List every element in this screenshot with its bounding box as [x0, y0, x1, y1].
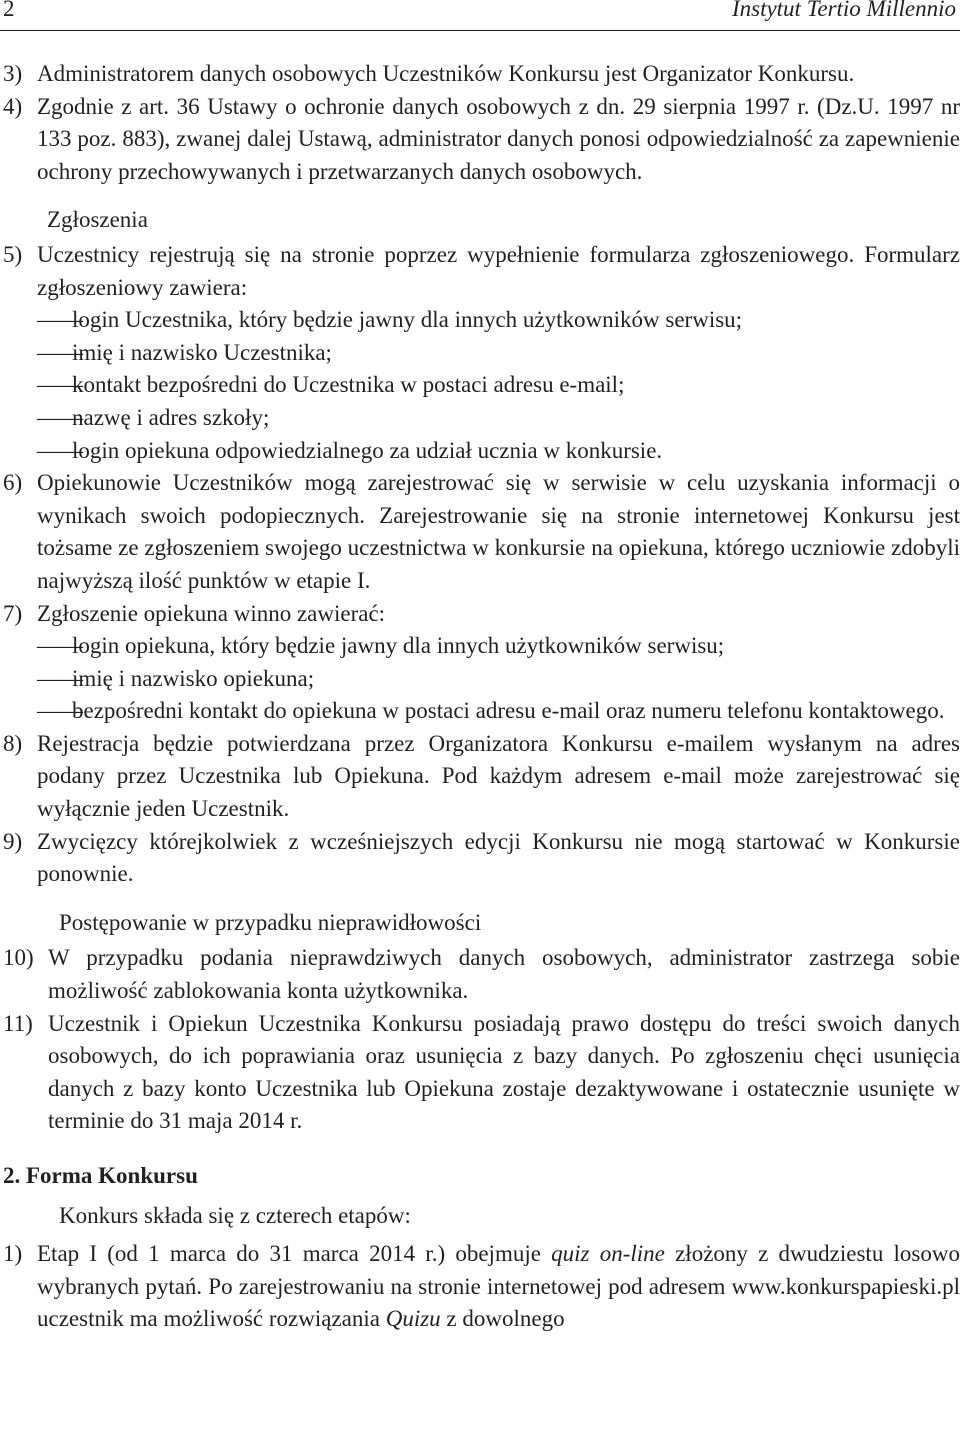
dash-item: [0, 369, 960, 402]
dash-marker: ——: [37, 404, 83, 430]
dash-text: login opiekuna, który będzie jawny dla innych użytkowników serwisu;: [72, 633, 725, 659]
item-text: [37, 1241, 960, 1331]
quiz-online-term: quiz on-line: [551, 1241, 665, 1267]
subheading-zgloszenia: Zgłoszenia: [47, 207, 148, 233]
item-number: 1): [3, 1241, 23, 1267]
dash-text: kontakt bezpośredni do Uczestnika w postaci adresu e-mail;: [72, 372, 625, 398]
list-item: [0, 1008, 960, 1138]
dash-item: [0, 402, 960, 435]
item-text: Uczestnik i Opiekun Uczestnika Konkursu posiadają prawo dostępu do treści swoich danych osobowych, do ich poprawiania oraz usunięcia z bazy danych. Po zgłoszeniu chęci usunięcia danych z bazy konto Uczestnika lub Opiekuna zostaje dezaktywowane i ostatecznie usunięte w terminie do 31 maja 2014 r.: [48, 1010, 960, 1134]
item-number: 9): [3, 828, 23, 854]
page-header: [0, 0, 960, 32]
item-number: 3): [3, 61, 23, 86]
dash-text: login opiekuna odpowiedzialnego za udział ucznia w konkursie.: [72, 437, 663, 463]
dash-item: [0, 304, 960, 337]
item-number: 11): [3, 1010, 33, 1036]
item-text: W przypadku podania nieprawdziwych danych osobowych, administrator zastrzega sobie możliwość zablokowania konta użytkownika.: [48, 945, 960, 1004]
item-number: 10): [3, 945, 34, 971]
dash-text: nazwę i adres szkoły;: [72, 404, 270, 430]
dash-item: [0, 695, 960, 728]
dash-marker: ——: [37, 437, 83, 463]
list-item: [0, 91, 960, 189]
item-text: Zgłoszenie opiekuna winno zawierać:: [37, 600, 386, 626]
header-rule: [0, 30, 960, 31]
dash-item: [0, 663, 960, 696]
item-number: 6): [3, 470, 23, 496]
item-text: Zgodnie z art. 36 Ustawy o ochronie danych osobowych z dn. 29 sierpnia 1997 r. (Dz.U. 1997 nr 133 poz. 883), zwanej dalej Ustawą, administrator danych ponosi odpowiedzialność za zapewnienie ochrony przechowywanych i przetwarzanych danych osobowych.: [37, 93, 960, 184]
list-item: [0, 598, 960, 631]
dash-marker: ——: [37, 372, 83, 398]
item-text: Opiekunowie Uczestników mogą zarejestrować się w serwisie w celu uzyskania informacji o wynikach swoich podopiecznych. Zarejestrowanie się na stronie internetowej Konkursu jest tożsame ze zgłoszeniem swojego uczestnictwa w konkursie na opiekuna, którego uczniowie zdobyli najwyższą ilość punktów w etapie I.: [37, 470, 960, 593]
list-item: [0, 942, 960, 1007]
item-text: Rejestracja będzie potwierdzana przez Organizatora Konkursu e-mailem wysłanym na adres podany przez Uczestnika lub Opiekuna. Pod każdym adresem e-mail może zarejestrować się wyłącznie jeden Uczestnik.: [37, 730, 960, 822]
item-text: Administratorem danych osobowych Uczestników Konkursu jest Organizator Konkursu.: [37, 61, 855, 86]
dash-marker: ——: [37, 633, 83, 659]
item-number: 5): [3, 241, 23, 267]
list-item: [0, 826, 960, 891]
item-text-part: złożony z dwudziestu losowo wybranych pytań. Po zarejestrowaniu na stronie internetowej pod adresem www.konkurspapieski.pl uczestnik ma możliwość rozwiązania: [37, 1241, 960, 1332]
item-text: Zwycięzcy którejkolwiek z wcześniejszych edycji Konkursu nie mogą startować w Konkursie ponownie.: [37, 828, 960, 887]
running-title: Instytut Tertio Millennio: [731, 0, 956, 21]
dash-marker: ——: [37, 307, 83, 333]
list-item: [0, 239, 960, 304]
dash-text: bezpośredni kontakt do opiekuna w postaci adresu e-mail oraz numeru telefonu kontaktowego.: [72, 698, 945, 724]
quizu-term: Quizu: [385, 1306, 441, 1332]
item-text-part: Etap I (od 1 marca do 31 marca 2014 r.) obejmuje: [37, 1241, 552, 1267]
dash-marker: ——: [37, 698, 83, 724]
section-intro: Konkurs składa się z czterech etapów:: [59, 1202, 411, 1228]
dash-text: imię i nazwisko opiekuna;: [72, 665, 315, 691]
item-text-part: z dowolnego: [440, 1306, 565, 1332]
item-number: 8): [3, 730, 23, 756]
item-text: Uczestnicy rejestrują się na stronie poprzez wypełnienie formularza zgłoszeniowego. Formularz zgłoszeniowy zawiera:: [37, 241, 960, 300]
dash-marker: ——: [37, 665, 83, 691]
item-number: 7): [3, 600, 23, 626]
list-item: [0, 1238, 960, 1336]
dash-text: login Uczestnika, który będzie jawny dla innych użytkowników serwisu;: [72, 307, 743, 333]
dash-item: [0, 630, 960, 663]
page-number: 2: [3, 0, 15, 21]
subheading-postepowanie: Postępowanie w przypadku nieprawidłowości: [59, 909, 482, 935]
list-item: [0, 728, 960, 826]
dash-item: [0, 435, 960, 468]
item-number: 4): [3, 93, 23, 119]
section-heading: 2. Forma Konkursu: [3, 1163, 198, 1188]
list-item: [0, 58, 960, 91]
dash-marker: ——: [37, 339, 83, 365]
dash-item: [0, 337, 960, 370]
list-item: [0, 467, 960, 597]
document-body: [0, 58, 960, 1336]
dash-text: imię i nazwisko Uczestnika;: [72, 339, 332, 365]
